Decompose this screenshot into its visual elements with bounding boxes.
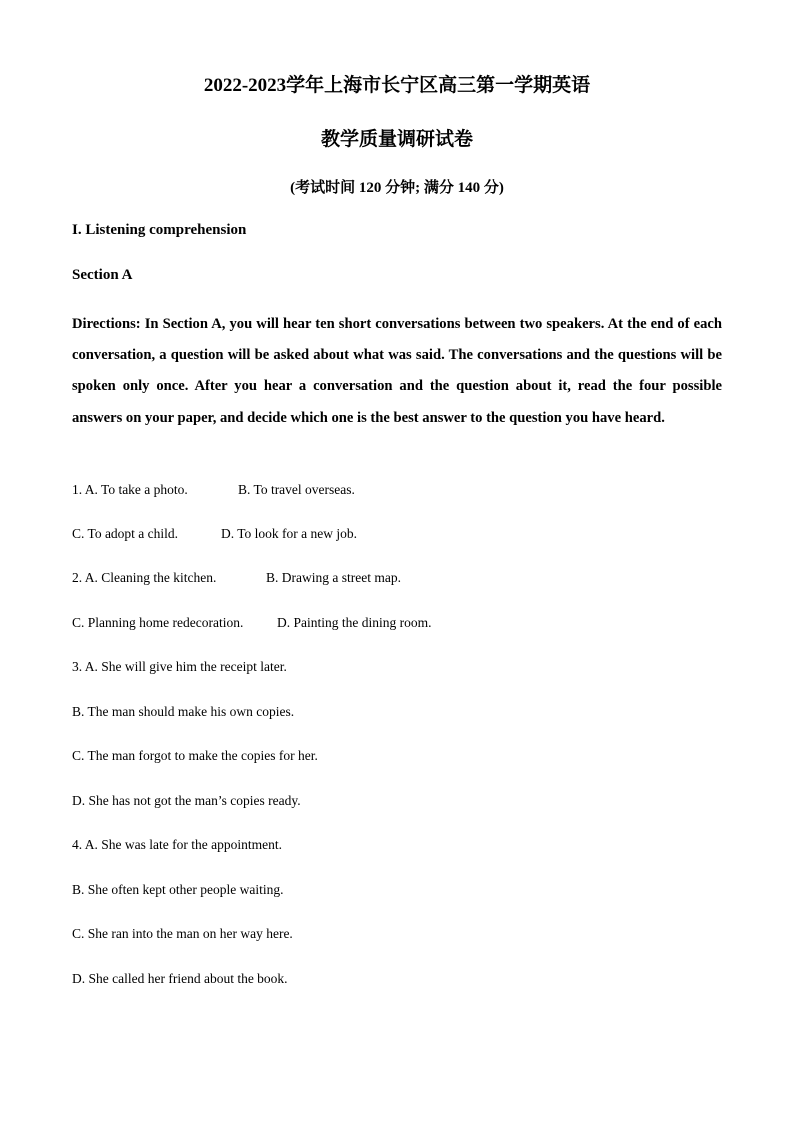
question-3-option-d: D. She has not got the man’s copies ready. xyxy=(72,793,301,808)
question-1-option-c: C. To adopt a child. xyxy=(72,526,179,541)
question-1-option-b: B. To travel overseas. xyxy=(238,482,355,497)
part-heading: I. Listening comprehension xyxy=(72,222,247,238)
question-4-option-a: 4. A. She was late for the appointment. xyxy=(72,837,282,852)
question-1-row-1 xyxy=(72,482,355,498)
directions-paragraph: Directions: In Section A, you will hear ten short conversations between two speakers. At the end of each conversation, a question will be asked about what was said. The conversations and the questions will be spoken only once. After you hear a conversation and the question about it, read the four possible answers on your paper, and decide which one is the best answer to the question you have heard. xyxy=(72,316,722,426)
question-2-option-b: B. Drawing a street map. xyxy=(266,570,401,585)
exam-title-line-1: 2022-2023学年上海市长宁区高三第一学期英语 xyxy=(203,75,591,96)
question-2-row-1 xyxy=(72,570,401,586)
section-heading: Section A xyxy=(72,267,133,283)
question-2-row-2 xyxy=(72,615,432,631)
question-2-option-d: D. Painting the dining room. xyxy=(277,615,432,630)
exam-title-line-2: 教学质量调研试卷 xyxy=(320,129,473,150)
question-1-row-2 xyxy=(72,526,357,542)
exam-info: (考试时间 120 分钟; 满分 140 分) xyxy=(290,180,504,196)
question-3-option-b: B. The man should make his own copies. xyxy=(72,704,295,719)
question-4-option-d: D. She called her friend about the book. xyxy=(72,971,288,986)
question-2-option-a: 2. A. Cleaning the kitchen. xyxy=(72,570,217,585)
question-3-option-a: 3. A. She will give him the receipt later. xyxy=(72,659,287,674)
question-2-option-c: C. Planning home redecoration. xyxy=(72,615,244,630)
question-1-option-d: D. To look for a new job. xyxy=(221,526,358,541)
question-4-option-c: C. She ran into the man on her way here. xyxy=(72,926,293,941)
question-3-option-c: C. The man forgot to make the copies for her. xyxy=(72,748,318,763)
question-1-option-a: 1. A. To take a photo. xyxy=(72,482,188,497)
question-4-option-b: B. She often kept other people waiting. xyxy=(72,882,284,897)
